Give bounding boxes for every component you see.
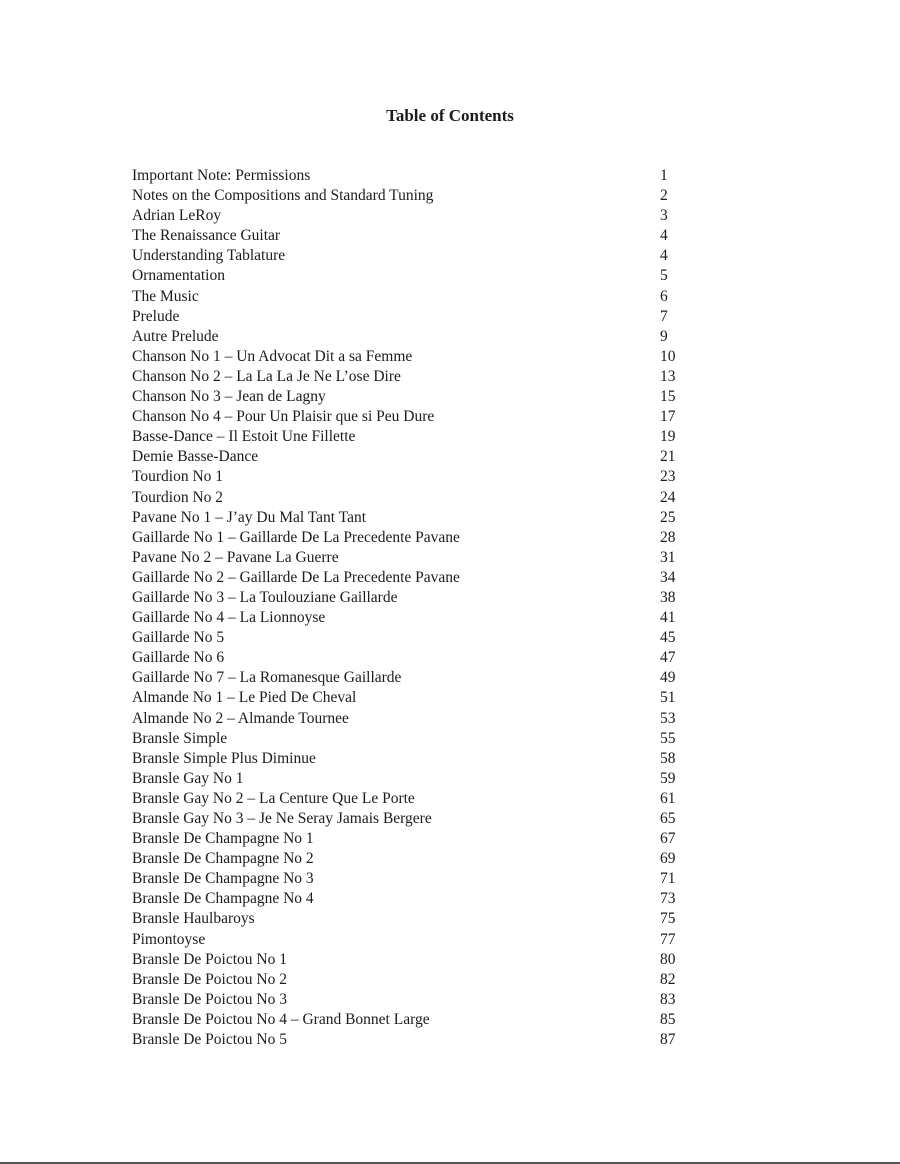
toc-entry: [132, 990, 692, 1010]
toc-entry-page-number: 13: [660, 367, 676, 385]
toc-entry: [132, 467, 692, 487]
toc-entry-page-number: 82: [660, 970, 676, 988]
toc-entry: [132, 387, 692, 407]
toc-entry-title: Autre Prelude: [132, 327, 219, 345]
toc-entry-title: Chanson No 3 – Jean de Lagny: [132, 388, 326, 406]
toc-entry: [132, 749, 692, 769]
toc-entry: [132, 909, 692, 929]
toc-entry-page-number: 34: [660, 568, 676, 586]
toc-entry-title: Bransle De Poictou No 2: [132, 970, 287, 988]
toc-entry-page-number: 25: [660, 508, 676, 526]
toc-entry-page-number: 58: [660, 749, 676, 767]
toc-entry-page-number: 1: [660, 167, 668, 184]
toc-entry-page-number: 4: [660, 227, 668, 245]
toc-entry-page-number: 75: [660, 910, 676, 928]
toc-entry: [132, 628, 692, 648]
toc-entry-page-number: 6: [660, 287, 668, 305]
toc-entry-page-number: 24: [660, 488, 676, 506]
toc-entry: [132, 166, 692, 186]
toc-entry-page-number: 9: [660, 327, 668, 345]
toc-entry: [132, 266, 692, 286]
toc-entry: [132, 950, 692, 970]
toc-list: [132, 166, 692, 1050]
toc-entry-page-number: 85: [660, 1010, 676, 1028]
toc-entry-page-number: 87: [660, 1031, 676, 1049]
toc-entry: [132, 608, 692, 628]
toc-entry-title: Chanson No 1 – Un Advocat Dit a sa Femme: [132, 347, 413, 365]
toc-entry-page-number: 67: [660, 830, 676, 848]
toc-entry: [132, 829, 692, 849]
toc-entry-title: Bransle De Poictou No 4 – Grand Bonnet Large: [132, 1010, 430, 1028]
toc-entry-title: The Renaissance Guitar: [132, 227, 281, 245]
toc-entry-page-number: 45: [660, 629, 676, 647]
toc-entry-page-number: 77: [660, 930, 676, 948]
toc-entry-page-number: 73: [660, 890, 676, 908]
page-title: Table of Contents: [386, 106, 514, 125]
toc-entry: [132, 307, 692, 327]
toc-entry-page-number: 65: [660, 810, 676, 827]
toc-entry: [132, 668, 692, 688]
toc-entry-title: Ornamentation: [132, 267, 225, 285]
toc-entry-title: Notes on the Compositions and Standard Tuning: [132, 187, 434, 205]
toc-entry: [132, 226, 692, 246]
toc-entry-title: Basse-Dance – Il Estoit Une Fillette: [132, 428, 356, 446]
toc-entry: [132, 327, 692, 347]
toc-entry-title: Bransle De Champagne No 4: [132, 890, 314, 908]
toc-entry-title: Understanding Tablature: [132, 247, 286, 265]
toc-entry: [132, 508, 692, 528]
toc-entry: [132, 869, 692, 889]
toc-entry-title: Bransle De Champagne No 2: [132, 850, 314, 868]
toc-entry-page-number: 53: [660, 709, 676, 727]
toc-entry: [132, 528, 692, 548]
toc-entry-page-number: 21: [660, 448, 676, 466]
toc-entry-page-number: 7: [660, 307, 668, 325]
toc-entry-title: Gaillarde No 3 – La Toulouziane Gaillarde: [132, 588, 398, 606]
toc-entry-title: Gaillarde No 2 – Gaillarde De La Precedente Pavane: [132, 568, 460, 586]
toc-entry-title: Important Note: Permissions: [132, 167, 311, 184]
toc-entry: [132, 930, 692, 950]
toc-entry-title: Chanson No 2 – La La La Je Ne L’ose Dire: [132, 367, 401, 385]
toc-entry-title: Bransle Simple Plus Diminue: [132, 749, 316, 767]
toc-entry-title: Tourdion No 1: [132, 468, 224, 486]
toc-entry-title: Pimontoyse: [132, 930, 206, 948]
toc-entry: [132, 588, 692, 608]
toc-entry: [132, 186, 692, 206]
toc-entry-title: Chanson No 4 – Pour Un Plaisir que si Peu Dure: [132, 408, 435, 426]
toc-entry: [132, 287, 692, 307]
toc-entry-page-number: 61: [660, 789, 676, 807]
toc-entry-page-number: 10: [660, 347, 676, 365]
toc-entry: [132, 849, 692, 869]
toc-entry-title: Almande No 1 – Le Pied De Cheval: [132, 689, 357, 707]
toc-entry: [132, 688, 692, 708]
toc-entry-title: Tourdion No 2: [132, 488, 224, 506]
toc-entry-page-number: 55: [660, 729, 676, 747]
toc-entry: [132, 347, 692, 367]
toc-entry-page-number: 47: [660, 649, 676, 667]
toc-entry-page-number: 59: [660, 769, 676, 787]
toc-entry: [132, 729, 692, 749]
toc-entry-page-number: 71: [660, 870, 676, 888]
toc-entry-title: Pavane No 1 – J’ay Du Mal Tant Tant: [132, 508, 367, 526]
toc-entry-title: Bransle Gay No 2 – La Centure Que Le Porte: [132, 789, 415, 807]
toc-entry-title: Almande No 2 – Almande Tournee: [132, 709, 349, 727]
toc-entry: [132, 488, 692, 508]
toc-entry-page-number: 31: [660, 548, 676, 566]
toc-entry-title: Bransle De Poictou No 3: [132, 990, 287, 1008]
toc-entry-title: Bransle De Poictou No 1: [132, 950, 287, 968]
toc-entry-title: Gaillarde No 7 – La Romanesque Gaillarde: [132, 669, 402, 687]
toc-entry: [132, 367, 692, 387]
toc-entry-title: Gaillarde No 1 – Gaillarde De La Precedente Pavane: [132, 528, 460, 546]
toc-entry-title: Bransle De Champagne No 3: [132, 870, 314, 888]
toc-entry: [132, 1030, 692, 1050]
toc-entry-page-number: 23: [660, 468, 676, 486]
toc-entry: [132, 548, 692, 568]
toc-entry-page-number: 80: [660, 950, 676, 968]
toc-entry-title: Bransle Haulbaroys: [132, 910, 255, 928]
toc-entry-title: Bransle De Poictou No 5: [132, 1031, 287, 1049]
toc-entry-title: Prelude: [132, 307, 180, 325]
toc-entry-page-number: 38: [660, 588, 676, 606]
toc-entry: [132, 709, 692, 729]
toc-entry-title: Gaillarde No 4 – La Lionnoyse: [132, 609, 326, 627]
toc-entry: [132, 568, 692, 588]
toc-entry: [132, 407, 692, 427]
toc-entry-title: Bransle Gay No 1: [132, 769, 244, 787]
toc-entry-title: Bransle Gay No 3 – Je Ne Seray Jamais Bergere: [132, 810, 432, 827]
toc-entry: [132, 970, 692, 990]
toc-entry-page-number: 51: [660, 689, 676, 707]
toc-entry-title: Adrian LeRoy: [132, 207, 222, 225]
toc-entry-page-number: 69: [660, 850, 676, 868]
toc-entry-page-number: 83: [660, 990, 676, 1008]
toc-entry-title: Gaillarde No 5: [132, 629, 225, 647]
toc-entry-title: The Music: [132, 287, 199, 305]
toc-entry-page-number: 49: [660, 669, 676, 687]
toc-entry-page-number: 15: [660, 388, 676, 406]
toc-entry: [132, 427, 692, 447]
toc-entry-title: Bransle Simple: [132, 729, 228, 747]
toc-entry-page-number: 41: [660, 609, 676, 627]
toc-entry-page-number: 5: [660, 267, 668, 285]
toc-entry-page-number: 28: [660, 528, 676, 546]
toc-entry: [132, 447, 692, 467]
toc-entry: [132, 206, 692, 226]
toc-entry: [132, 789, 692, 809]
toc-entry-page-number: 19: [660, 428, 676, 446]
toc-entry: [132, 246, 692, 266]
toc-entry-title: Gaillarde No 6: [132, 649, 225, 667]
toc-entry-title: Bransle De Champagne No 1: [132, 830, 314, 848]
toc-entry-page-number: 2: [660, 187, 668, 205]
toc-entry-title: Pavane No 2 – Pavane La Guerre: [132, 548, 339, 566]
toc-entry-page-number: 17: [660, 408, 676, 426]
toc-entry-page-number: 3: [660, 207, 668, 225]
toc-entry: [132, 889, 692, 909]
toc-entry: [132, 809, 692, 829]
toc-entry: [132, 648, 692, 668]
toc-entry: [132, 1010, 692, 1030]
toc-entry: [132, 769, 692, 789]
toc-entry-page-number: 4: [660, 247, 668, 265]
toc-entry-title: Demie Basse-Dance: [132, 448, 259, 466]
